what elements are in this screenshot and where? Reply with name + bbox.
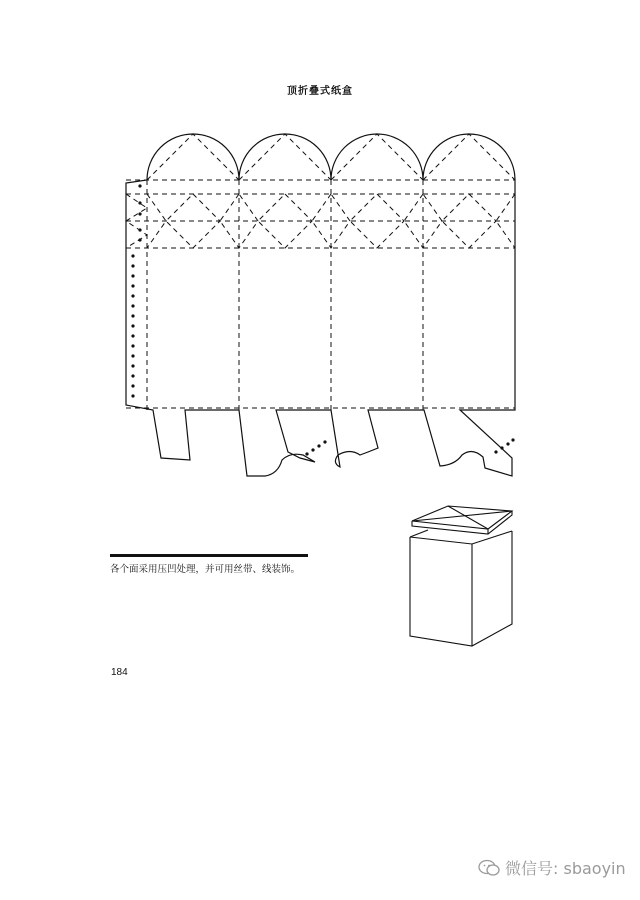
caption-rule (110, 554, 308, 557)
net-outline (126, 134, 515, 476)
watermark (478, 856, 626, 879)
assembled-box-illustration (400, 496, 520, 656)
watermark-text: 微信号: sbaoyin (505, 859, 626, 878)
figure-caption: 各个面采用压凹处理，并可用丝带、线装饰。 (110, 564, 301, 575)
page-number: 184 (111, 667, 128, 678)
wechat-icon (478, 859, 500, 877)
page-title: 顶折叠式纸盒 (287, 86, 353, 97)
